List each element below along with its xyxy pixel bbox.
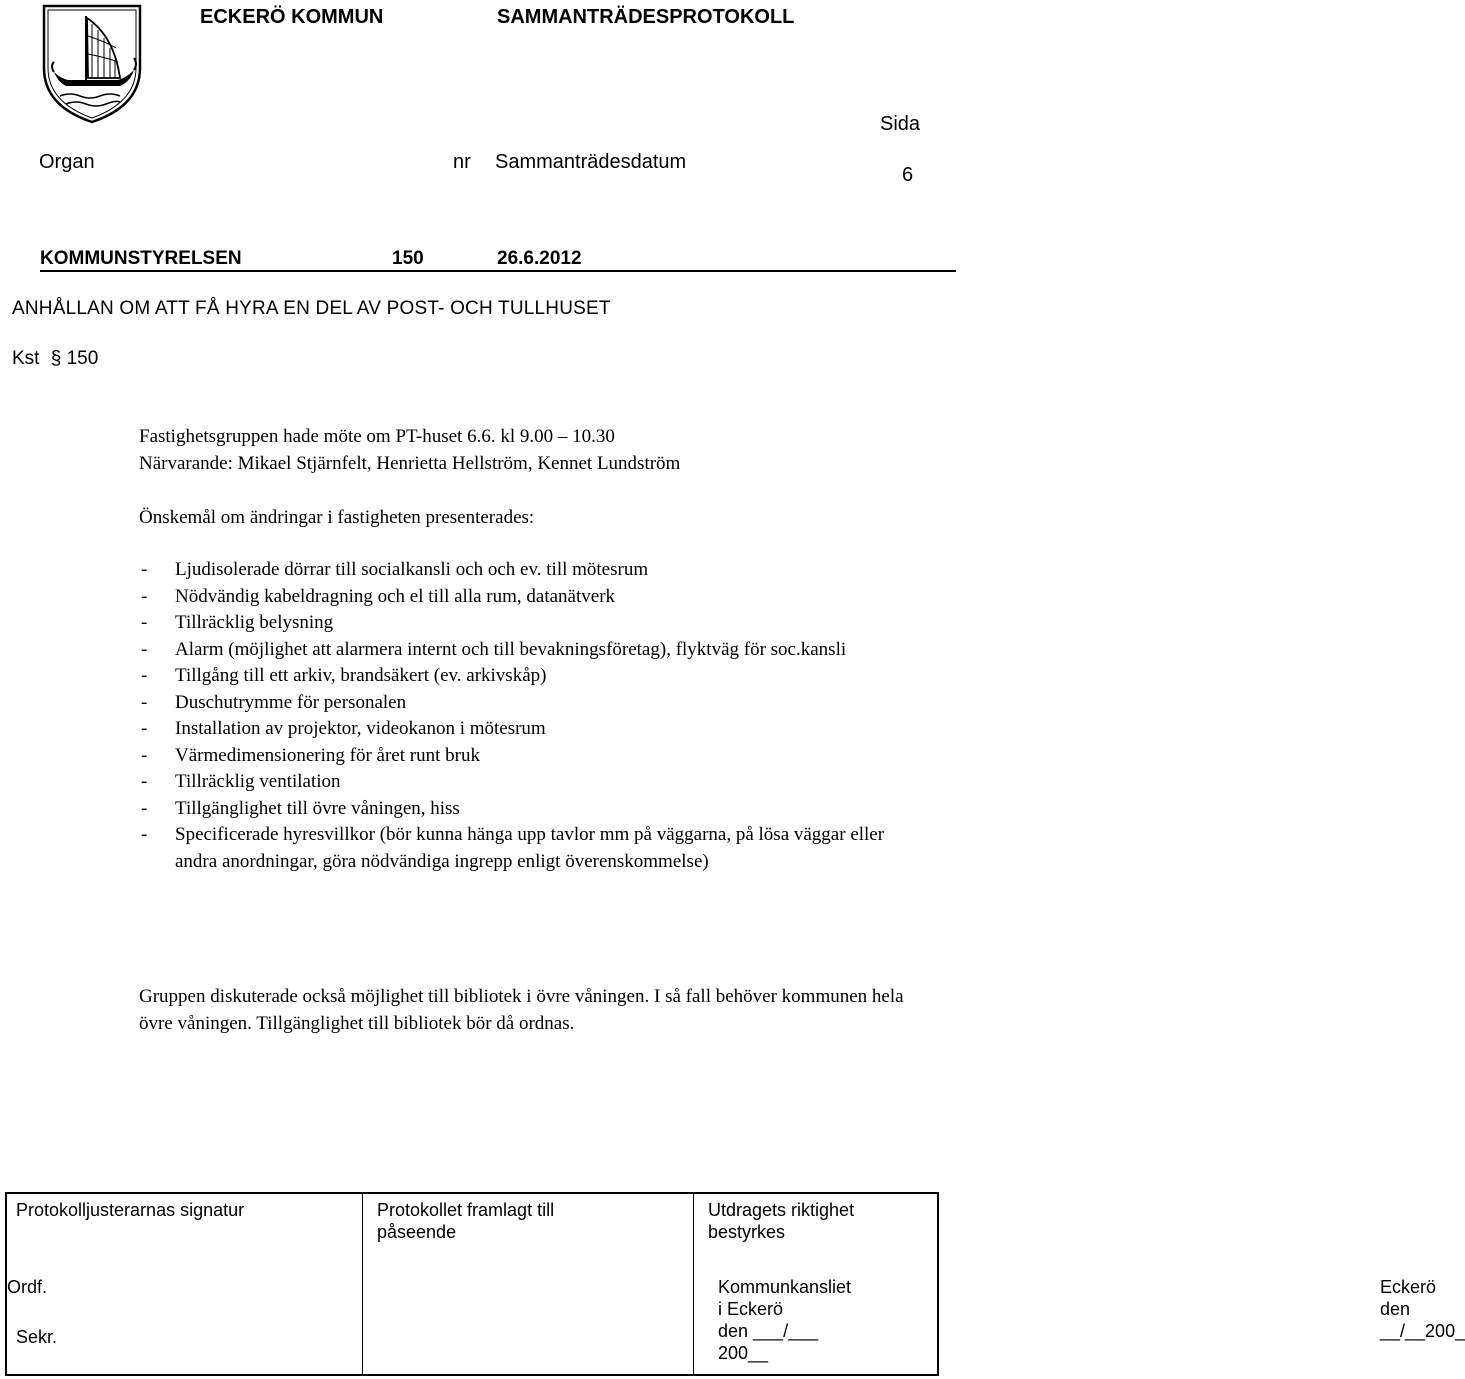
kst-reference — [12, 348, 98, 370]
wish-list-item — [139, 822, 929, 875]
document-type: SAMMANTRÄDESPROTOKOLL — [497, 6, 795, 28]
wish-list-item — [139, 584, 929, 611]
wish-list — [139, 557, 929, 875]
municipality-name: ECKERÖ KOMMUN — [200, 6, 384, 28]
certification-place-date: Eckerö den __/__200_ — [1380, 1277, 1465, 1341]
wish-text: Specificerade hyresvillkor (bör kunna hänga upp tavlor mm på väggarna, på lösa väggar eller andra anordningar, göra nödvändiga ingrepp enligt överenskommelse) — [175, 824, 885, 872]
bullet-marker: - — [141, 559, 148, 580]
conclusion-paragraph: Gruppen diskuterade också möjlighet till bibliotek i övre våningen. I så fall behöver kommunen hela övre våningen. Tillgänglighet till bibliotek bör då ordnas. — [139, 986, 904, 1034]
section-number: 150 — [392, 248, 424, 269]
wish-list-item — [139, 557, 929, 584]
wish-text: Tillräcklig ventilation — [175, 771, 341, 792]
posting-place: Kommunkansliet i Eckerö — [718, 1277, 852, 1319]
wish-text: Alarm (möjlighet att alarmera internt och till bevakningsföretag), flyktväg för soc.kansli — [175, 638, 847, 660]
wish-list-item — [139, 716, 929, 743]
bullet-marker: - — [141, 797, 148, 819]
wishes-intro: Önskemål om ändringar i fastigheten presenterades: — [139, 507, 535, 528]
bullet-marker: - — [141, 612, 148, 633]
item-heading: ANHÅLLAN OM ATT FÅ HYRA EN DEL AV POST- OCH TULLHUSET — [12, 298, 611, 319]
wish-list-item — [139, 610, 929, 637]
bullet-marker: - — [141, 718, 148, 739]
nr-label: nr — [453, 151, 471, 173]
signature-column — [7, 1194, 362, 1374]
bullet-marker: - — [141, 771, 148, 792]
posting-title-line2: påseende — [377, 1222, 457, 1242]
wish-list-item — [139, 690, 929, 717]
wish-text: Nödvändig kabeldragning och el till alla rum, datanätverk — [175, 585, 616, 607]
intro-block — [139, 424, 939, 532]
municipality-crest-icon — [40, 2, 144, 126]
wish-list-item — [139, 663, 929, 690]
kst-label: Kst — [12, 348, 40, 369]
certification-title-line2: bestyrkes — [708, 1222, 786, 1242]
page-number: 6 — [902, 164, 914, 186]
wish-text: Duschutrymme för personalen — [175, 691, 407, 713]
bullet-marker: - — [141, 665, 148, 686]
page-label: Sida — [880, 113, 921, 135]
signature-title: Protokolljusterarnas signatur — [16, 1200, 245, 1220]
wish-text: Installation av projektor, videokanon i mötesrum — [175, 718, 546, 739]
paragraph-sign: § — [50, 348, 62, 369]
wish-text: Tillgång till ett arkiv, brandsäkert (ev. arkivskåp) — [175, 665, 547, 686]
attendees-line: Närvarande: Mikael Stjärnfelt, Henrietta Hellström, Kennet Lundström — [139, 452, 681, 474]
wish-list-item — [139, 637, 929, 664]
wish-list-item — [139, 769, 929, 796]
bullet-marker: - — [141, 824, 148, 845]
bullet-marker: - — [141, 585, 148, 607]
date-label: Sammanträdesdatum — [495, 151, 687, 173]
bullet-marker: - — [141, 744, 148, 766]
header-divider — [40, 270, 956, 272]
wish-text: Tillgänglighet till övre våningen, hiss — [175, 797, 460, 819]
bullet-marker: - — [141, 638, 148, 660]
organ-label: Organ — [39, 151, 95, 173]
certification-title-line1: Utdragets riktighet — [708, 1200, 855, 1220]
signature-table — [5, 1192, 1465, 1376]
posting-title-line1: Protokollet framlagt till — [377, 1200, 555, 1220]
chair-label: Ordf. — [7, 1277, 48, 1297]
wish-list-item — [139, 743, 929, 770]
wish-text: Ljudisolerade dörrar till socialkansli och och ev. till mötesrum — [175, 559, 649, 580]
secretary-label: Sekr. — [16, 1327, 58, 1347]
organ-name: KOMMUNSTYRELSEN — [40, 248, 242, 269]
meeting-line: Fastighetsgruppen hade möte om PT-huset 6.6. kl 9.00 – 10.30 — [139, 426, 615, 447]
posting-date: den ___/___ 200__ — [718, 1321, 819, 1363]
wish-text: Värmedimensionering för året runt bruk — [175, 744, 480, 766]
wish-text: Tillräcklig belysning — [175, 612, 334, 633]
kst-number: 150 — [66, 348, 99, 369]
meeting-date: 26.6.2012 — [497, 248, 582, 269]
certification-column — [693, 1194, 1465, 1374]
bullet-marker: - — [141, 691, 148, 713]
wish-list-item — [139, 796, 929, 823]
